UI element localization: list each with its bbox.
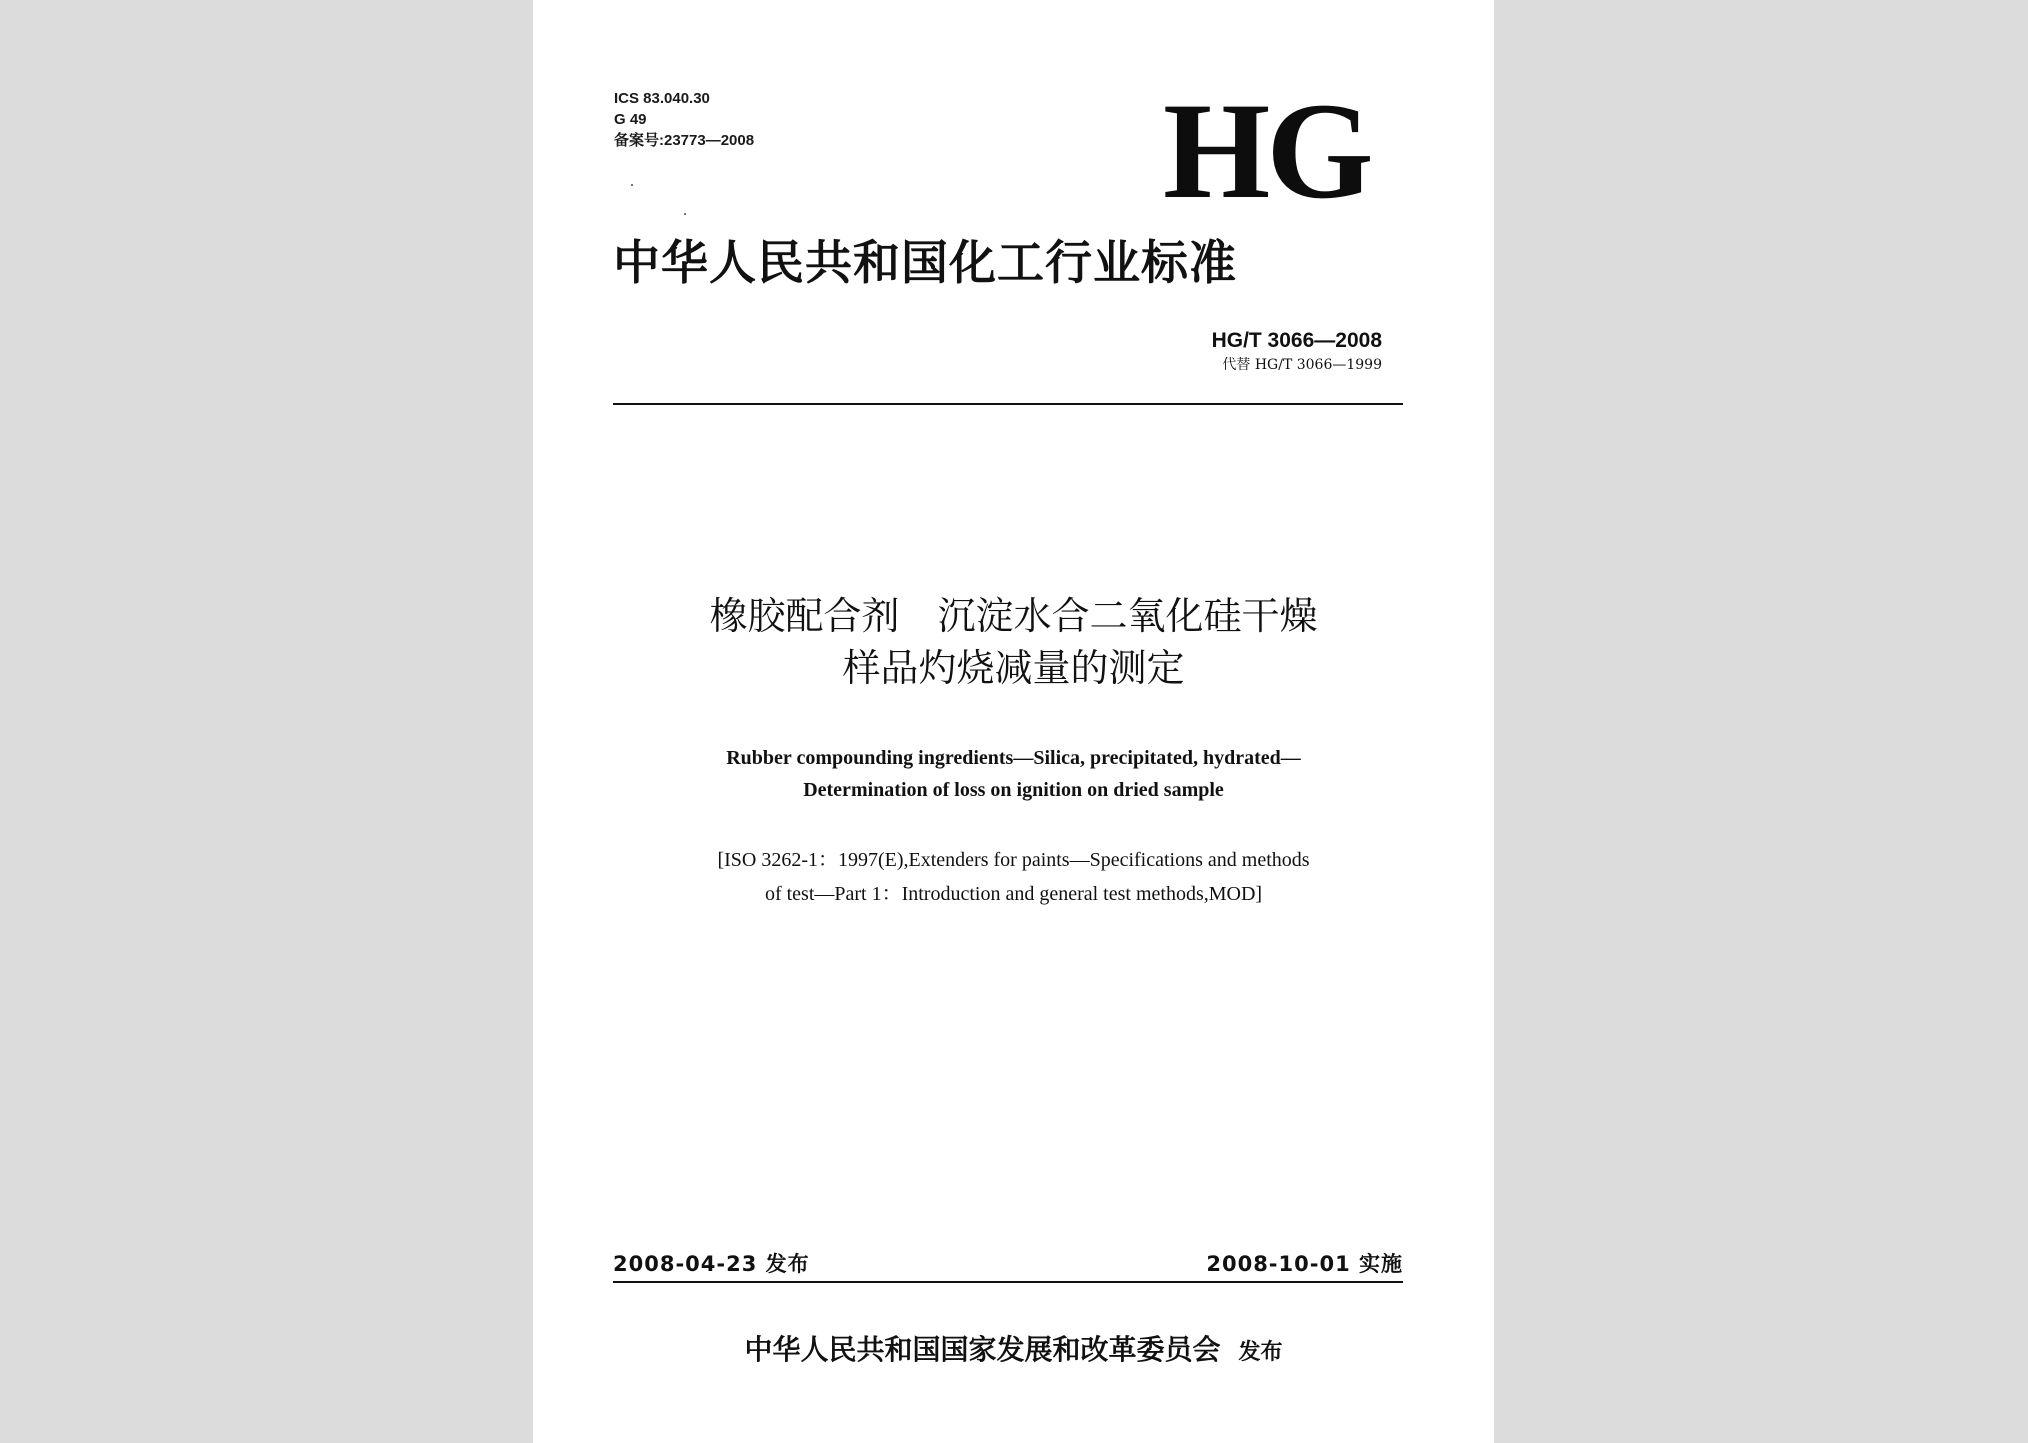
standard-code: HG/T 3066—2008 bbox=[1211, 329, 1382, 352]
hg-logo: HG bbox=[1163, 74, 1370, 227]
issue-date: 2008-04-23 发布 bbox=[613, 1252, 810, 1276]
filing-number: 备案号:23773—2008 bbox=[614, 132, 755, 149]
english-title-line-1: Rubber compounding ingredients—Silica, precipitated, hydrated— bbox=[726, 747, 1301, 769]
ccs-code: G 49 bbox=[614, 111, 647, 128]
iso-reference-line-1: [ISO 3262-1：1997(E),Extenders for paints—Specifications and methods bbox=[717, 849, 1310, 871]
standard-code-block bbox=[1212, 328, 1382, 376]
header-divider bbox=[613, 403, 1403, 405]
industry-standard-heading: 中华人民共和国化工行业标准 bbox=[613, 236, 1237, 291]
scan-speck bbox=[684, 213, 686, 215]
english-title bbox=[533, 742, 1494, 806]
document-page bbox=[533, 0, 1494, 1443]
ics-code: ICS 83.040.30 bbox=[614, 90, 710, 107]
footer-divider bbox=[613, 1281, 1403, 1283]
classification-block bbox=[614, 88, 754, 151]
iso-reference bbox=[533, 843, 1494, 911]
publisher-suffix: 发布 bbox=[1238, 1340, 1283, 1365]
publisher-line bbox=[533, 1330, 1494, 1373]
publisher-name: 中华人民共和国国家发展和改革委员会 bbox=[744, 1333, 1221, 1366]
chinese-title bbox=[533, 590, 1494, 694]
chinese-title-line-1: 橡胶配合剂 沉淀水合二氧化硅干燥 bbox=[709, 594, 1318, 638]
iso-reference-line-2: of test—Part 1：Introduction and general test methods,MOD] bbox=[764, 883, 1263, 905]
replaces-code: 代替 HG/T 3066—1999 bbox=[1222, 357, 1382, 373]
english-title-line-2: Determination of loss on ignition on dried sample bbox=[803, 779, 1224, 801]
chinese-title-line-2: 样品灼烧减量的测定 bbox=[842, 646, 1185, 690]
implementation-date: 2008-10-01 实施 bbox=[1206, 1252, 1403, 1276]
scan-speck bbox=[631, 184, 633, 186]
